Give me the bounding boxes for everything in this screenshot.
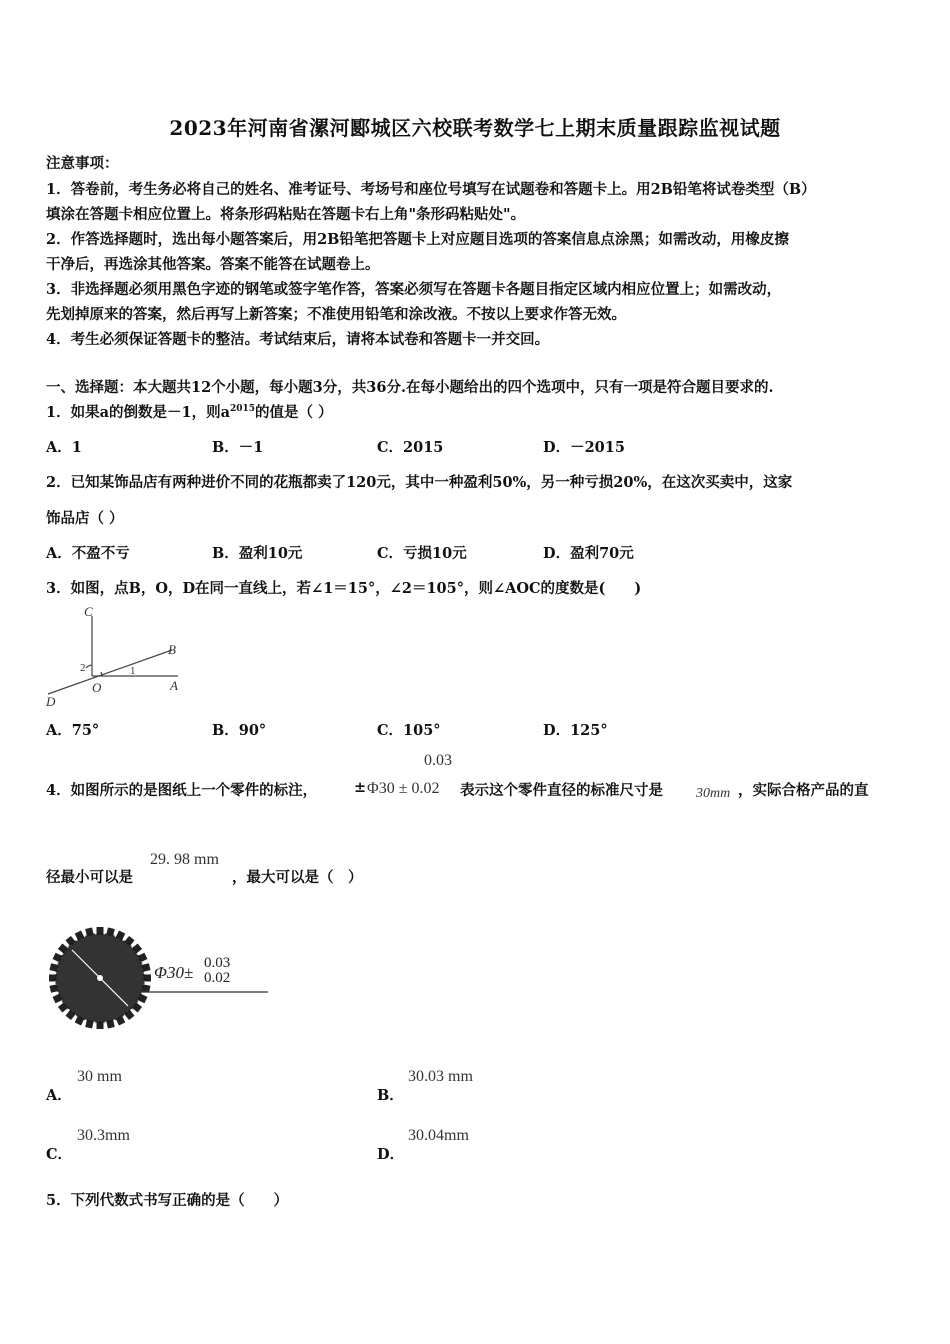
question-4-stem-mid: 表示这个零件直径的标准尺寸是	[460, 782, 663, 799]
q1-option-c[interactable]: C．2015	[377, 439, 444, 456]
q4-option-a-value[interactable]: 30 mm	[77, 1068, 122, 1085]
gear-figure	[48, 926, 273, 1034]
gear-label: Φ30±	[154, 963, 194, 982]
q3-option-d[interactable]: D．125°	[543, 722, 608, 739]
label-a: A	[170, 678, 178, 693]
q1-option-a[interactable]: A．1	[46, 439, 82, 456]
min-size: 29. 98 mm	[150, 851, 219, 868]
q4-option-d-value[interactable]: 30.04mm	[408, 1127, 469, 1144]
question-1-stem: 1．如果a的倒数是－1，则$a^{2015}$的值是（ ）	[46, 404, 333, 421]
q1-option-d[interactable]: D．－2015	[543, 439, 625, 456]
tolerance-superscript: 0.03	[424, 752, 452, 769]
line-bd	[48, 650, 172, 694]
q3-option-a[interactable]: A．75°	[46, 722, 100, 739]
q4-option-b-letter[interactable]: B．	[377, 1087, 404, 1104]
gear-label-top: 0.03	[204, 955, 231, 971]
label-o: O	[92, 680, 102, 695]
angle-figure	[42, 602, 184, 710]
question-2-stem-cont: 饰品店（ ）	[46, 510, 124, 527]
notice-line: 先划掉原来的答案，然后再写上新答案；不准使用铅笔和涂改液。不按以上要求作答无效。	[46, 306, 626, 323]
q4-option-a-letter[interactable]: A．	[46, 1087, 72, 1104]
label-d: D	[46, 694, 56, 709]
notice-line: 2．作答选择题时，选出每小题答案后，用2B铅笔把答题卡上对应题目选项的答案信息点涂黑；如需改动，用橡皮擦	[46, 231, 789, 248]
gear-center	[97, 975, 103, 981]
question-4-stem: 4．如图所示的是图纸上一个零件的标注，	[46, 782, 318, 799]
notice-heading: 注意事项：	[46, 155, 119, 172]
arc-angle-2	[86, 665, 92, 668]
standard-size: 30mm	[696, 786, 731, 801]
label-b: B	[168, 642, 176, 657]
q3-option-b[interactable]: B．90°	[212, 722, 267, 739]
label-angle-1: 1	[130, 665, 136, 677]
tolerance-expression: Φ30 ± 0.02	[367, 780, 440, 797]
question-3-stem: 3．如图，点B，O，D在同一直线上，若∠1＝15°，∠2＝105°，则∠AOC的度数是( )	[46, 580, 642, 597]
q1-option-b[interactable]: B．－1	[212, 439, 264, 456]
q4-option-d-letter[interactable]: D．	[377, 1146, 405, 1163]
question-2-stem: 2．已知某饰品店有两种进价不同的花瓶都卖了120元，其中一种盈利50%，另一种亏损20%，在这次买卖中，这家	[46, 474, 793, 491]
q4-option-c-letter[interactable]: C．	[46, 1146, 73, 1163]
q2-option-c[interactable]: C．亏损10元	[377, 545, 467, 562]
label-c: C	[84, 604, 93, 619]
question-4-stem-line2: 径最小可以是	[46, 869, 133, 886]
question-4-stem-line2-end: ，最大可以是（ ）	[232, 869, 363, 886]
notice-line: 3．非选择题必须用黑色字迹的钢笔或签字笔作答，答案必须写在答题卡各题目指定区域内相应位置上；如需改动，	[46, 281, 782, 298]
q4-option-b-value[interactable]: 30.03 mm	[408, 1068, 473, 1085]
q3-option-c[interactable]: C．105°	[377, 722, 441, 739]
question-5-stem: 5．下列代数式书写正确的是（ ）	[46, 1192, 289, 1209]
page-title: 2023年河南省漯河郾城区六校联考数学七上期末质量跟踪监视试题	[169, 116, 781, 140]
gear-label-bottom: 0.02	[204, 970, 231, 986]
section-heading: 一、选择题：本大题共12个小题，每小题3分，共36分.在每小题给出的四个选项中，只有一项是符合题目要求的.	[46, 379, 774, 396]
question-4-stem-end: ，实际合格产品的直	[738, 782, 869, 799]
notice-line: 干净后，再选涂其他答案。答案不能答在试题卷上。	[46, 256, 380, 273]
q4-option-c-value[interactable]: 30.3mm	[77, 1127, 130, 1144]
notice-line: 填涂在答题卡相应位置上。将条形码粘贴在答题卡右上角"条形码粘贴处"。	[46, 206, 526, 223]
notice-line: 4．考生必须保证答题卡的整洁。考试结束后，请将本试卷和答题卡一并交回。	[46, 331, 550, 348]
q2-option-d[interactable]: D．盈利70元	[543, 545, 634, 562]
plus-minus: ±	[354, 779, 367, 796]
label-angle-2: 2	[80, 662, 86, 674]
q2-option-b[interactable]: B．盈利10元	[212, 545, 303, 562]
q2-option-a[interactable]: A．不盈不亏	[46, 545, 130, 562]
notice-line: 1．答卷前，考生务必将自己的姓名、准考证号、考场号和座位号填写在试题卷和答题卡上。用2B铅笔将试卷类型（B）	[46, 181, 816, 198]
